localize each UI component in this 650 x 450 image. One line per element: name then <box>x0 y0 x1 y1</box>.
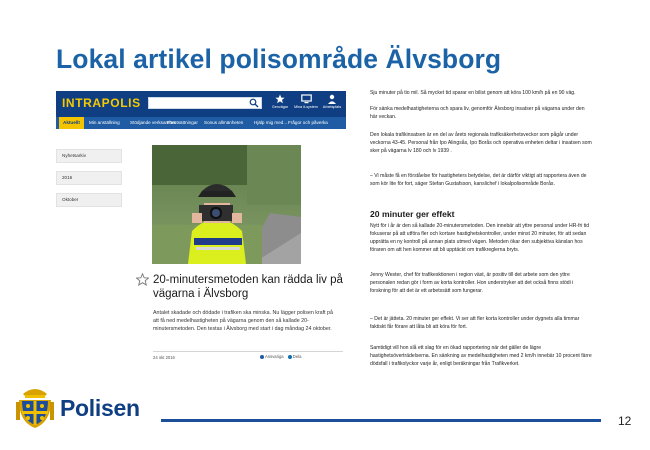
responsible-icon <box>260 355 264 359</box>
star-icon <box>275 94 285 104</box>
page-number: 12 <box>618 414 632 428</box>
sidebar-item-month[interactable]: Oktober <box>56 193 122 207</box>
main-nav <box>56 117 346 129</box>
divider <box>153 351 343 352</box>
paragraph-5: Jenny Wester, chef för trafikesktionen i region väst, är positiv till det arbete som den yttre personalen redan gör i form av korta kontroller. Hon understryker att det också finns stödi i forskning för att det är ett arbetssätt som fungerar. <box>370 272 574 295</box>
it-systems-label: Mina it-system <box>294 105 318 109</box>
shortcuts-label: Genvägar <box>271 105 289 109</box>
share-links <box>257 354 301 359</box>
top-icons <box>267 94 346 116</box>
paragraph-2: Den lokala trafikinsatsen är en del av årets regionala trafiksäkerhetsveckor som pågår under veckorna 43-45. Personal från Ipo Alingsås, Ipo Borås och operativa enheten deltar i insatsen som sker på vägarna lv 180 och lv 1939 . <box>370 132 592 155</box>
slide-title: Lokal artikel polisområde Älvsborg <box>56 44 502 74</box>
article-headline: 20-minutersmetoden kan rädda liv på vägarna i Älvsborg <box>153 274 343 300</box>
responsible-link[interactable]: Ansvariga <box>265 354 284 359</box>
workplace-button[interactable] <box>319 94 345 116</box>
section-heading: 20 minuter ger effekt <box>370 209 455 219</box>
article-photo <box>152 145 301 264</box>
workplace-label: Arbetsplats <box>322 105 342 109</box>
paragraph-6: – Det är jätteta. 20 minuter ger effekt. Vi ser att fler korta kontroller under dygnets alla timmar faktiskt får förare att låta bli att köra för fort. <box>370 316 580 331</box>
monitor-icon <box>301 94 312 104</box>
person-icon <box>327 94 337 104</box>
sidebar-item-year[interactable]: 2016 <box>56 171 122 185</box>
paragraph-7: Samtidigt vill hon slå ett slag för en ökad rapportering när det gäller de lägre hastighetsöverträdelserna. En sänkning av medelhastigheten med 2 km/h innebär 10 procent färre dödsfall i trafikolyckor varje år, enligt beräkningar från Trafikverket. <box>370 345 592 368</box>
nav-item-forutsattningar[interactable]: Förutsättningar <box>167 120 198 125</box>
paragraph-1b: För sänka medelhastigheterna och spara liv, genomför Älvsborg insatser på vägarna under den här veckan. <box>370 106 585 121</box>
search-icon[interactable] <box>249 98 259 108</box>
article-lead: Antalet skadade och dödade i trafiken ska minska. Nu lägger polisen kraft på att få ned medelhastigheten på vägarna genom den så kallade 20-minutersmetoden. Den testas i Älvsborg med start i dag måndag 24 oktober. <box>153 310 333 332</box>
paragraph-3: – Vi måste få en förståelse för hastigheters betydelse, det är därför viktigt att rapportera även de som kör lite för fort, säger Stefan Gustafsson, kanslichef i lokalpolisområde Borås. <box>370 173 587 188</box>
share-icon <box>288 355 292 359</box>
polisen-wordmark: Polisen <box>60 395 140 421</box>
intrapolis-logo[interactable]: INTRAPOLIS <box>62 96 141 110</box>
it-systems-button[interactable] <box>293 94 319 116</box>
footer-rule <box>161 419 601 422</box>
nav-item-aktuellt[interactable]: Aktuellt <box>59 117 84 129</box>
paragraph-4: Nytt för i år är den så kallade 20-minutersmetoden. Den innebär att yttre personal under HR-fri tid fokuserar på att utföra fler och kortare hastighetskontroller, under minst 20 minuter, för att sedan upprätta en ny kontroll på annan plats utmed vägen. Metoden ökar den subjektiva känslan hos föraren om att hen kommer att bli upptäckt om trafikreglerna bryts. <box>370 223 590 254</box>
article-date: 24 okt 2016 <box>153 355 175 360</box>
intranet-topbar <box>56 91 346 117</box>
intranet-screenshot <box>56 91 346 377</box>
shortcuts-button[interactable] <box>267 94 293 116</box>
share-link[interactable]: Dela <box>292 354 302 359</box>
nav-item-polisarbetet[interactable]: Sonus allmänheten <box>204 120 244 125</box>
nav-item-fragor[interactable]: Frågor och påverka <box>288 120 328 125</box>
police-officer-photo <box>152 145 301 264</box>
nav-item-hjalp[interactable]: Hjälp mig med... <box>254 120 288 125</box>
nav-item-stodjande[interactable]: Stödjande verksamhet <box>130 120 176 125</box>
favorite-star-icon[interactable] <box>136 273 149 286</box>
paragraph-1: Sju minuter på tio mil. Så mycket tid sparar en bilist genom att köra 100 km/h på en 90 väg. <box>370 90 576 96</box>
sidebar-item-archive[interactable]: Nyhetsarkiv <box>56 149 122 163</box>
nav-item-anstallning[interactable]: Min anställning <box>89 120 120 125</box>
search-input[interactable] <box>148 97 262 109</box>
police-emblem-icon <box>15 386 55 430</box>
